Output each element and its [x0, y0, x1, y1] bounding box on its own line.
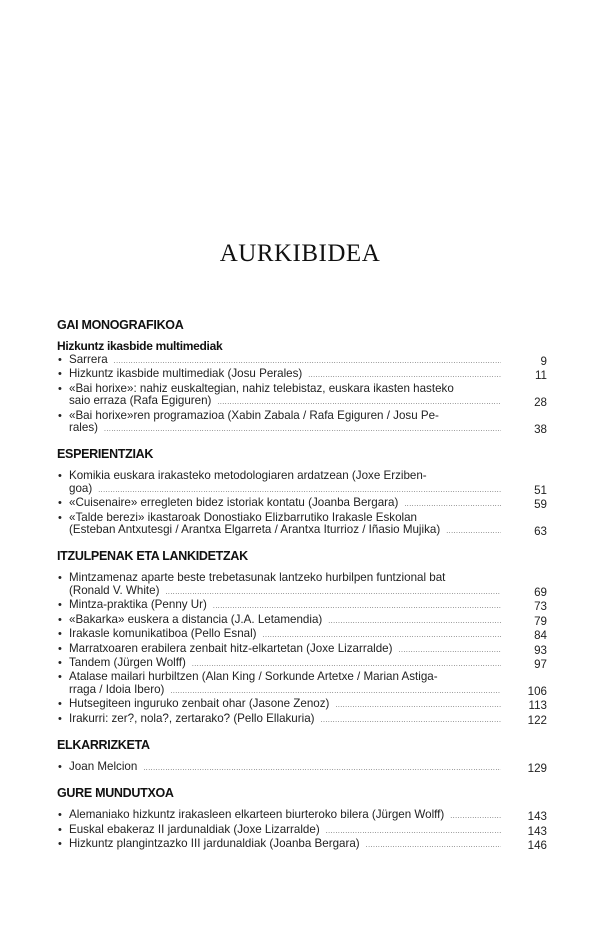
section-heading: GAI MONOGRAFIKOA — [57, 318, 184, 332]
dot-leader — [213, 601, 501, 613]
bullet-icon: • — [58, 642, 62, 655]
toc-entry[interactable] — [57, 497, 547, 511]
entry-title: (Ronald V. White) — [69, 583, 160, 597]
page-number: 79 — [534, 614, 547, 628]
entry-list — [57, 470, 547, 538]
page-number: 143 — [527, 810, 547, 824]
entry-title: Tandem (Jürgen Wolff) — [69, 655, 186, 669]
page-number: 73 — [534, 600, 547, 614]
bullet-icon: • — [58, 497, 62, 510]
page-number: 28 — [534, 396, 547, 410]
entry-title-row — [69, 761, 505, 775]
dot-leader — [321, 715, 501, 727]
page-number: 113 — [528, 699, 547, 713]
entry-title: (Esteban Antxutesgi / Arantxa Elgarreta / Arantxa Iturrioz / Iñasio Mujika) — [69, 523, 441, 537]
bullet-icon: • — [58, 470, 62, 483]
bullet-icon: • — [58, 511, 62, 524]
entry-title: Sarrera — [69, 353, 108, 366]
bullet-icon: • — [58, 760, 62, 773]
toc-entry[interactable] — [57, 368, 547, 382]
entry-title-row — [69, 698, 505, 712]
toc-entry[interactable] — [57, 354, 547, 368]
toc-entry[interactable] — [57, 470, 547, 497]
toc-entry[interactable] — [57, 838, 547, 852]
page-number: 63 — [534, 525, 547, 539]
entry-title-line: Komikia euskara irakasteko metodologiaren ardatzean (Joxe Erziben- — [69, 469, 427, 483]
toc-section — [57, 738, 547, 775]
section-heading: ELKARRIZKETA — [57, 737, 150, 752]
page-number: 97 — [534, 657, 547, 671]
entry-title-row — [69, 395, 505, 409]
subsection-heading: Hizkuntz ikasbide multimediak — [57, 339, 223, 353]
entry-title-row — [69, 497, 505, 511]
section-heading: GURE MUNDUTXOA — [57, 786, 174, 801]
toc-entry[interactable] — [57, 572, 547, 599]
page-number: 69 — [534, 585, 547, 599]
bullet-icon: • — [58, 628, 62, 641]
entry-title: goa) — [69, 481, 93, 495]
entry-title-row — [69, 483, 505, 497]
bullet-icon: • — [58, 823, 62, 836]
toc-entry[interactable] — [57, 512, 547, 539]
entry-title-row — [69, 585, 505, 599]
section-heading: ESPERIENTZIAK — [57, 447, 154, 462]
page-number: 11 — [534, 369, 547, 383]
entry-title: Alemaniako hizkuntz irakasleen elkarteen biurteroko bilera (Jürgen Wolff) — [69, 808, 445, 822]
bullet-icon: • — [58, 656, 62, 669]
entry-title-row — [69, 643, 505, 657]
entry-title: Joan Melcion — [69, 759, 138, 773]
page-number: 38 — [534, 423, 547, 437]
dot-leader — [366, 840, 501, 852]
page-number: 146 — [527, 839, 547, 853]
entry-title-row — [69, 368, 505, 382]
toc-entry[interactable] — [57, 809, 547, 823]
entry-title: Hizkuntz plangintzazko III jardunaldiak (Joanba Bergara) — [69, 837, 360, 851]
bullet-icon: • — [58, 354, 62, 366]
bullet-icon: • — [58, 572, 62, 585]
toc-section — [57, 549, 547, 726]
bullet-icon: • — [58, 698, 62, 711]
bullet-icon: • — [58, 382, 62, 395]
toc-entry[interactable] — [57, 713, 547, 727]
entry-list — [57, 354, 547, 436]
toc-entry[interactable] — [57, 761, 547, 775]
entry-title: rraga / Idoia Ibero) — [69, 682, 165, 696]
entry-list — [57, 809, 547, 852]
dot-leader — [143, 763, 501, 775]
page-number: 129 — [527, 761, 547, 775]
bullet-icon: • — [58, 599, 62, 612]
dot-leader — [404, 499, 501, 511]
page-number: 9 — [540, 355, 547, 368]
dot-leader — [217, 397, 501, 409]
bullet-icon: • — [58, 368, 62, 381]
toc-entry[interactable] — [57, 657, 547, 671]
toc-section — [57, 786, 547, 852]
page-title: AURKIBIDEA — [219, 240, 381, 267]
toc-entry[interactable] — [57, 698, 547, 712]
entry-title: Euskal ebakeraz II jardunaldiak (Joxe Lizarralde) — [69, 822, 320, 836]
entry-list — [57, 572, 547, 726]
bullet-icon: • — [58, 613, 62, 626]
entry-title-line: «Talde berezi» ikastaroak Donostiako Elizbarrutiko Irakasle Eskolan — [69, 510, 417, 524]
page-number: 51 — [534, 483, 547, 497]
bullet-icon: • — [58, 809, 62, 822]
dot-leader — [328, 616, 501, 628]
entry-title-row — [69, 838, 505, 852]
toc-section — [57, 318, 547, 436]
entry-title-row — [69, 713, 505, 727]
entry-title-row — [69, 354, 505, 368]
dot-leader — [308, 370, 501, 382]
toc-entry[interactable] — [57, 671, 547, 698]
entry-title: «Cuisenaire» erregleten bidez istoriak kontatu (Joanba Bergara) — [69, 496, 399, 510]
entry-title: saio erraza (Rafa Egiguren) — [69, 394, 212, 408]
bullet-icon: • — [58, 838, 62, 851]
toc-entry[interactable] — [57, 643, 547, 657]
entry-title: Marratxoaren erabilera zenbait hitz-elkartetan (Joxe Lizarralde) — [69, 641, 393, 655]
section-heading: ITZULPENAK ETA LANKIDETZAK — [57, 549, 248, 564]
toc-section — [57, 447, 547, 538]
dot-leader — [446, 526, 501, 538]
toc-entry[interactable] — [57, 410, 547, 437]
entry-title-row — [69, 614, 505, 628]
toc-entry[interactable] — [57, 599, 547, 613]
page-number: 106 — [527, 684, 547, 698]
entry-title-row — [69, 684, 505, 698]
dot-leader — [450, 811, 501, 823]
entry-title: Hutsegiteen inguruko zenbait ohar (Jasone Zenoz) — [69, 697, 330, 711]
dot-leader — [165, 587, 501, 599]
bullet-icon: • — [58, 712, 62, 725]
page-number: 59 — [534, 498, 547, 512]
dot-leader — [104, 424, 501, 436]
entry-title: Mintza-praktika (Penny Ur) — [69, 598, 207, 612]
entry-title: Hizkuntz ikasbide multimediak (Josu Perales) — [69, 367, 303, 381]
toc-entry[interactable] — [57, 614, 547, 628]
toc-entry[interactable] — [57, 824, 547, 838]
dot-leader — [335, 700, 501, 712]
page-number: 122 — [527, 713, 547, 727]
page-number: 93 — [534, 643, 547, 657]
entry-title: rales) — [69, 421, 98, 435]
page-number: 143 — [527, 824, 547, 838]
toc-entry[interactable] — [57, 628, 547, 642]
entry-title-line: Mintzamenaz aparte beste trebetasunak lantzeko hurbilpen funtzional bat — [69, 571, 446, 585]
bullet-icon: • — [58, 409, 62, 422]
entry-title: Irakasle komunikatiboa (Pello Esnal) — [69, 627, 257, 641]
table-of-contents — [57, 318, 547, 864]
entry-title-row — [69, 422, 505, 436]
entry-title-row — [69, 657, 505, 671]
entry-list — [57, 761, 547, 775]
entry-title-row — [69, 628, 505, 642]
bullet-icon: • — [58, 671, 62, 684]
page-number: 84 — [534, 629, 547, 643]
entry-title: Irakurri: zer?, nola?, zertarako? (Pello Ellakuria) — [69, 711, 315, 725]
entry-title-line: Atalase mailari hurbiltzen (Alan King / Sorkunde Artetxe / Marian Astiga- — [69, 670, 438, 684]
entry-title-row — [69, 809, 505, 823]
entry-title-line: «Bai horixe»: nahiz euskaltegian, nahiz telebistaz, euskara ikasten hasteko — [69, 381, 454, 395]
dot-leader — [399, 645, 502, 657]
entry-title: «Bakarka» euskera a distancia (J.A. Letamendia) — [69, 612, 323, 626]
toc-entry[interactable] — [57, 383, 547, 410]
dot-leader — [263, 630, 501, 642]
entry-title-row — [69, 824, 505, 838]
entry-title-line: «Bai horixe»ren programazioa (Xabin Zabala / Rafa Egiguren / Josu Pe- — [69, 408, 439, 422]
entry-title-row — [69, 599, 505, 613]
entry-title-row — [69, 524, 505, 538]
